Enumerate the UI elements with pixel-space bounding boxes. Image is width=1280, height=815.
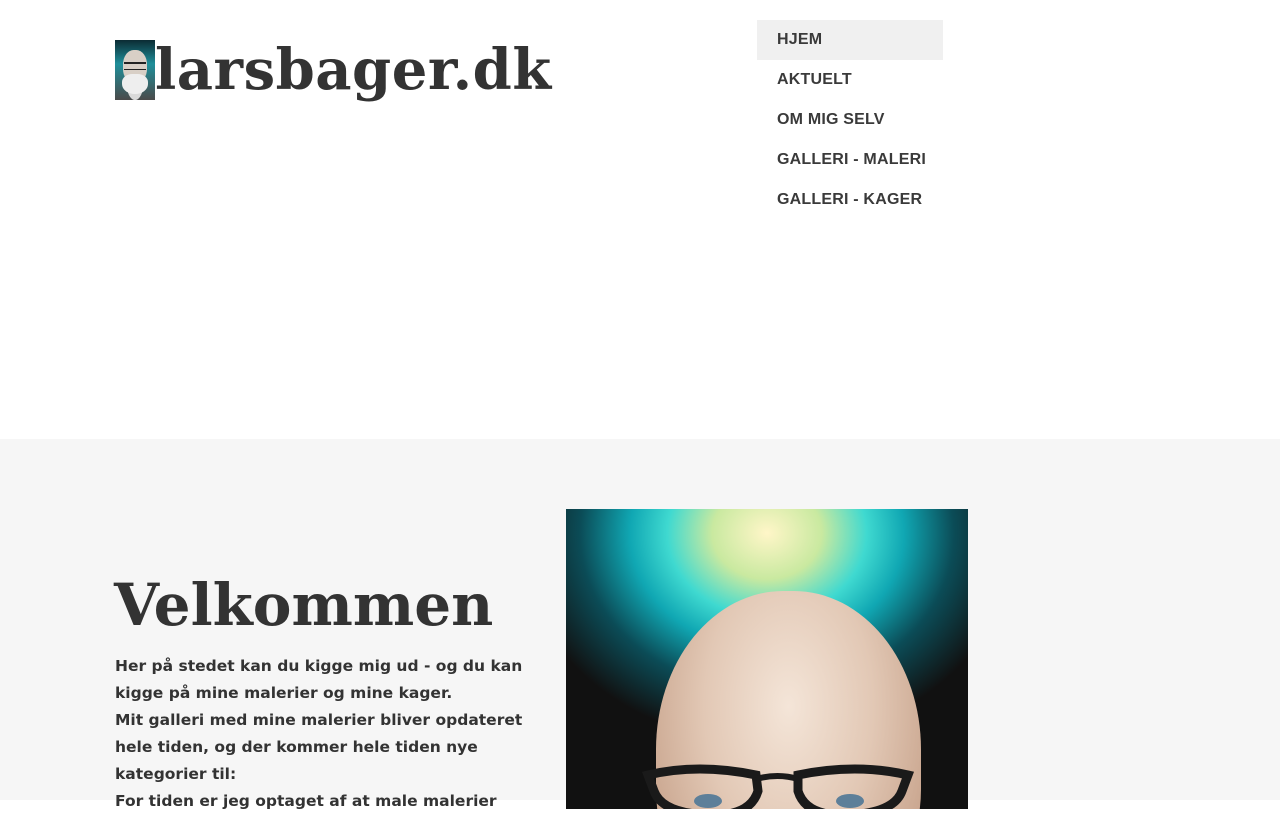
nav-item-aktuelt[interactable]: AKTUELT (777, 71, 852, 88)
nav-item-hjem[interactable]: HJEM (757, 20, 943, 60)
intro-paragraph: Her på stedet kan du kigge mig ud - og du kan kigge på mine malerier og mine kager. (115, 657, 523, 702)
nav-item-galleri-maleri[interactable]: GALLERI - MALERI (777, 151, 926, 168)
site-title: larsbager.dk (155, 37, 552, 103)
intro-text (115, 653, 525, 815)
main-content (0, 439, 1280, 810)
intro-paragraph: Mit galleri med mine malerier bliver opdateret hele tiden, og der kommer hele tiden nye kategorier til: (115, 711, 523, 783)
glasses-shape (638, 761, 918, 809)
site-logo-link[interactable] (115, 32, 552, 108)
main-navigation (757, 20, 943, 220)
welcome-heading: Velkommen (114, 571, 494, 639)
portrait-photo (566, 509, 968, 809)
intro-paragraph: For tiden er jeg optaget af at male malerier (115, 792, 497, 810)
nav-item-om-mig-selv[interactable]: OM MIG SELV (777, 111, 885, 128)
nav-item-galleri-kager[interactable]: GALLERI - KAGER (777, 191, 923, 208)
portrait-avatar-icon (115, 40, 155, 100)
